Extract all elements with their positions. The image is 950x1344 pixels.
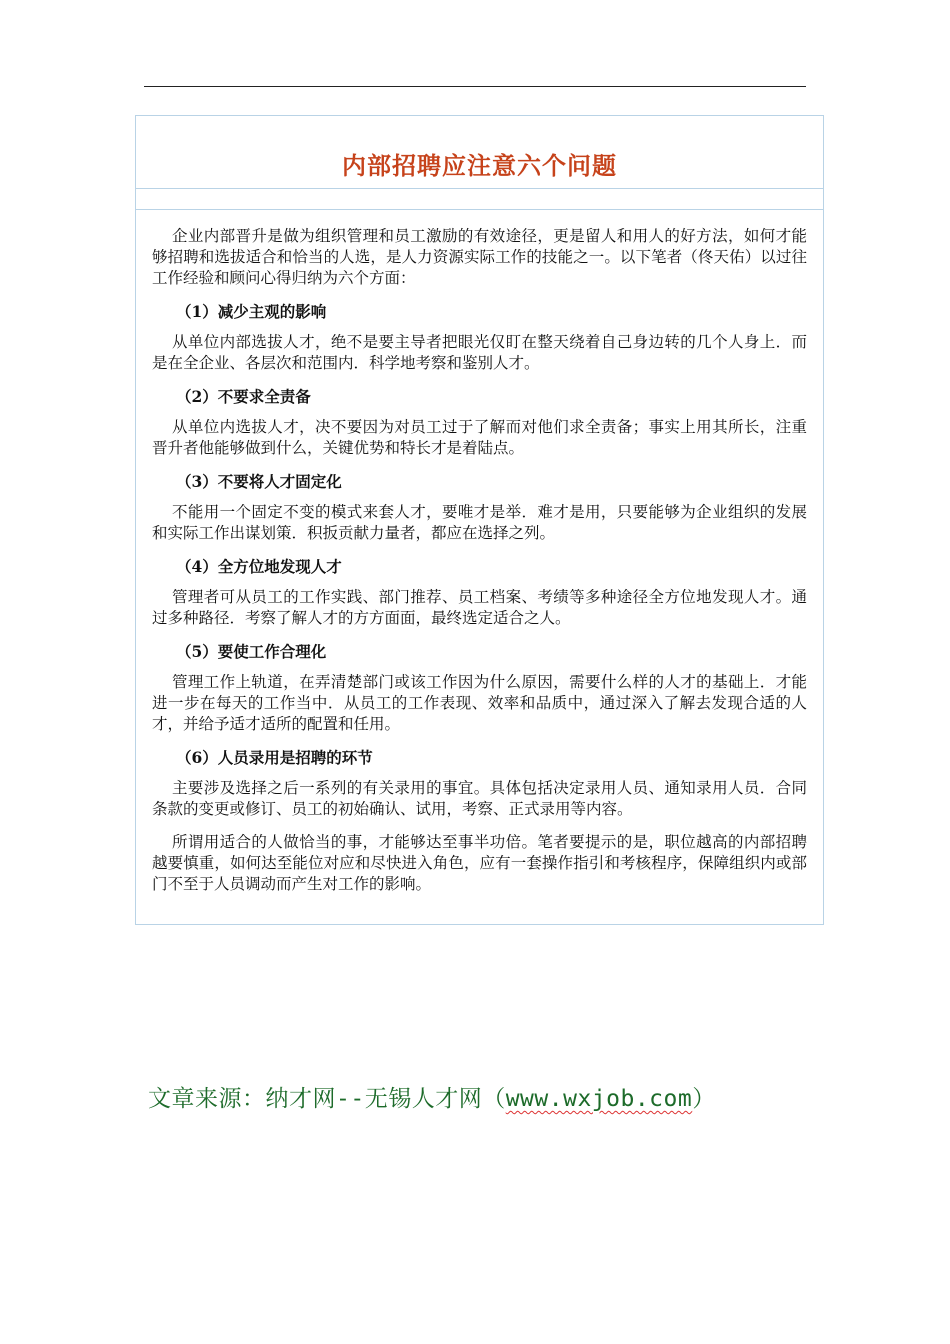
- source-prefix: 文章来源：纳才网--无锡人才网（: [148, 1086, 506, 1112]
- source-suffix: ）: [692, 1086, 716, 1112]
- section-heading: （5）要使工作合理化: [176, 642, 327, 661]
- intro-paragraph: 企业内部晋升是做为组织管理和员工激励的有效途径，更是留人和用人的好方法，如何才能够招聘和选拔适合和恰当的人选，是人力资源实际工作的技能之一。以下笔者（佟天佑）以过往工作经验和顾问心得归纳为六个方面：: [152, 227, 807, 287]
- section-body: 主要涉及选择之后一系列的有关录用的事宜。具体包括决定录用人员、通知录用人员．合同条款的变更或修订、员工的初始确认、试用，考察、正式录用等内容。: [152, 779, 807, 818]
- source-credit: [148, 1080, 716, 1113]
- section-heading: （1）减少主观的影响: [176, 302, 327, 321]
- section-heading: （4）全方位地发现人才: [176, 557, 342, 576]
- section-body: 管理者可从员工的工作实践、部门推荐、员工档案、考绩等多种途径全方位地发现人才。通过多种路径．考察了解人才的方方面面，最终选定适合之人。: [152, 588, 807, 627]
- section-body: 管理工作上轨道，在弄清楚部门或该工作因为什么原因，需要什么样的人才的基础上．才能进一步在每天的工作当中．从员工的工作表现、效率和品质中，通过深入了解去发现合适的人才，并给予适才适所的配置和任用。: [152, 673, 807, 733]
- section-heading: （3）不要将人才固定化: [176, 472, 342, 491]
- spacer-row: [136, 189, 823, 210]
- title-cell: [136, 116, 823, 189]
- article-box: [135, 115, 824, 925]
- header-rule: [144, 86, 806, 87]
- section-heading: （6）人员录用是招聘的环节: [176, 748, 373, 767]
- article-content: [136, 210, 823, 895]
- section-body: 不能用一个固定不变的模式来套人才，要唯才是举．难才是用，只要能够为企业组织的发展和实际工作出谋划策．积扳贡献力量者，都应在选择之列。: [152, 503, 807, 542]
- section-body: 从单位内部选拔人才，绝不是要主导者把眼光仅盯在整天绕着自己身边转的几个人身上．而是在全企业、各层次和范围内．科学地考察和鉴别人才。: [152, 333, 807, 372]
- source-url-link[interactable]: www.wxjob.com: [505, 1086, 693, 1112]
- section-body: 从单位内选拔人才，决不要因为对员工过于了解而对他们求全责备；事实上用其所长，注重晋升者他能够做到什么，关键优势和特长才是着陆点。: [152, 418, 807, 457]
- article-title: 内部招聘应注意六个问题: [342, 150, 617, 180]
- section-heading: （2）不要求全责备: [176, 387, 311, 406]
- closing-paragraph: 所谓用适合的人做恰当的事，才能够达至事半功倍。笔者要提示的是，职位越高的内部招聘越要慎重，如何达至能位对应和尽快进入角色，应有一套操作指引和考核程序，保障组织内或部门不至于人员调动而产生对工作的影响。: [152, 833, 807, 893]
